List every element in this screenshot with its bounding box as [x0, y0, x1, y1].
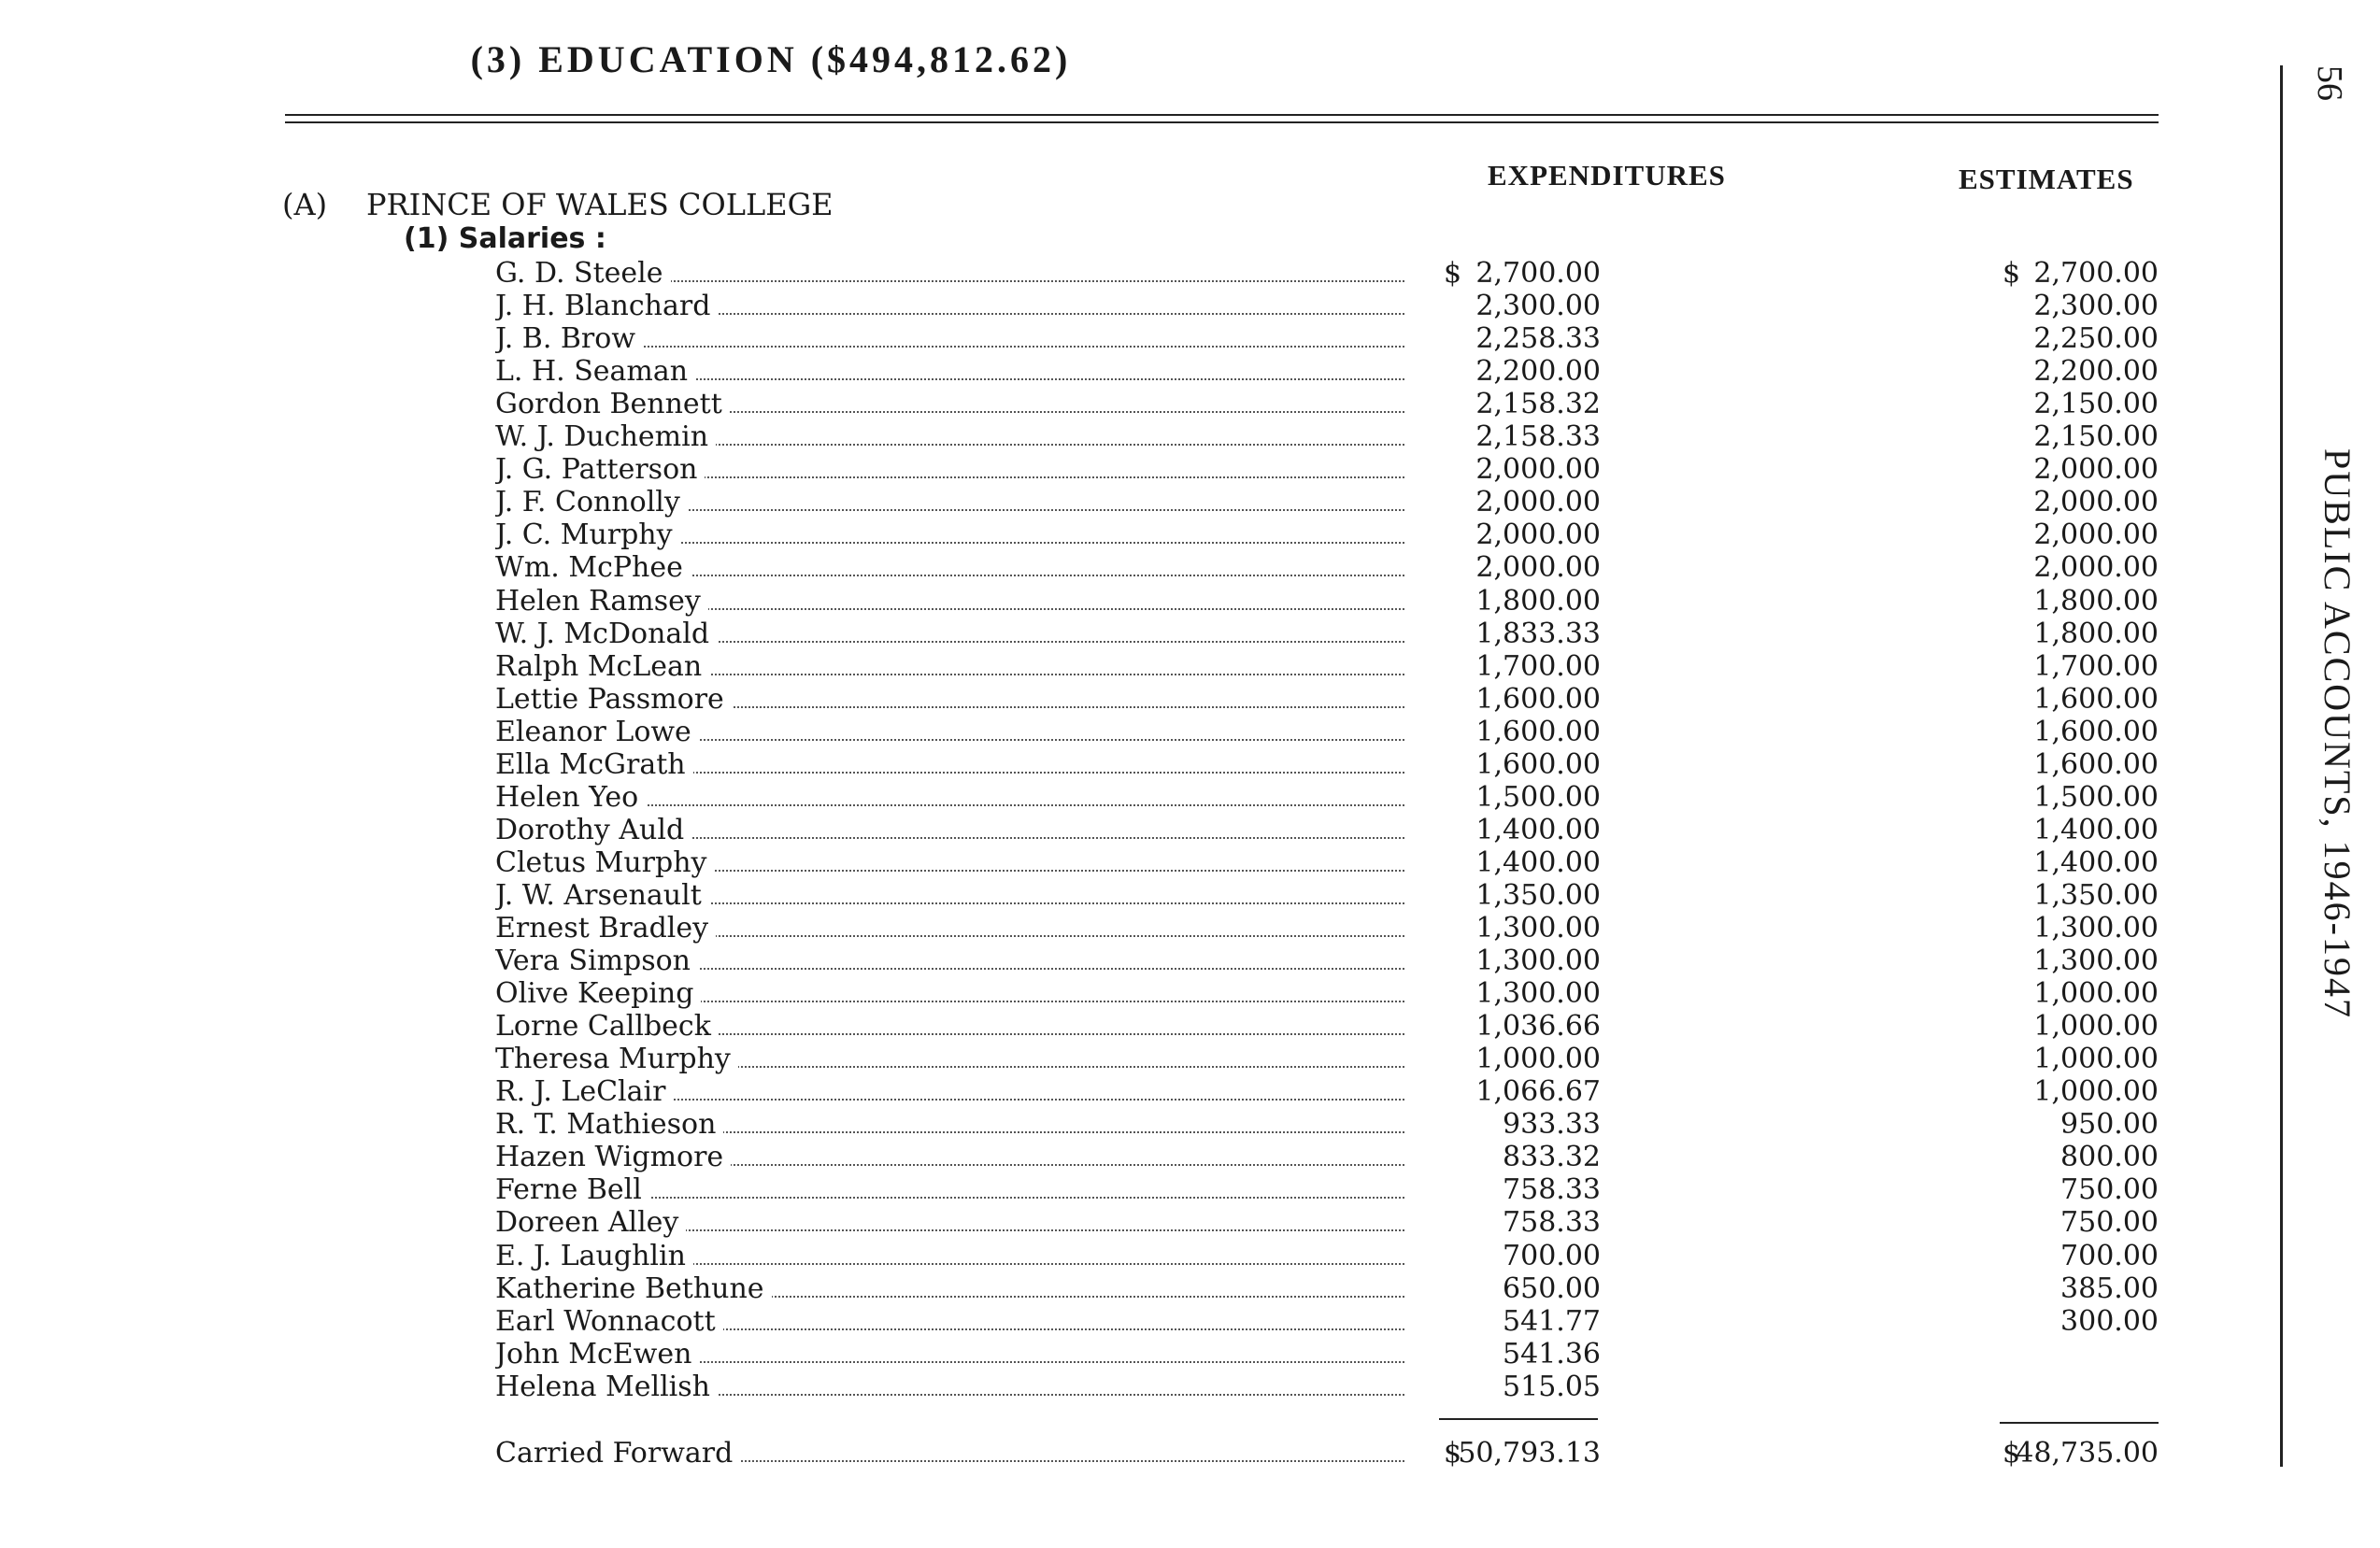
expenditure-amount: 1,800.00: [1475, 584, 1601, 618]
payee-name: J. B. Brow: [495, 322, 1404, 355]
payee-name: Katherine Bethune: [495, 1272, 1404, 1305]
estimate-amount: 1,000.00: [2033, 1043, 2159, 1076]
estimate-amount: 800.00: [2060, 1141, 2159, 1174]
expenditure-amount: 1,300.00: [1475, 944, 1601, 978]
payee-name: E. J. Laughlin: [495, 1240, 1404, 1272]
payee-name: G. D. Steele: [495, 257, 1404, 290]
expenditure-amount: 1,300.00: [1475, 977, 1601, 1011]
payee-name: Lorne Callbeck: [495, 1010, 1404, 1043]
estimate-amount: 1,400.00: [2033, 813, 2159, 846]
expenditure-amount: 515.05: [1503, 1370, 1601, 1403]
expenditure-amount: 1,500.00: [1475, 780, 1601, 814]
expenditure-amount: 2,700.00: [1475, 257, 1601, 290]
table-row: [495, 1370, 2159, 1403]
expenditure-amount: 2,000.00: [1475, 518, 1601, 552]
expenditures-column-header: EXPENDITURES: [1488, 159, 1726, 192]
section-heading: [282, 187, 834, 222]
estimate-amount: 2,200.00: [2033, 355, 2159, 389]
estimate-amount: 1,700.00: [2033, 649, 2159, 683]
table-row: [495, 618, 2159, 650]
payee-name: Helena Mellish: [495, 1370, 1404, 1403]
table-row: [495, 944, 2159, 977]
payee-name: J. C. Murphy: [495, 518, 1404, 551]
payee-name: W. J. Duchemin: [495, 420, 1404, 453]
estimate-amount: 2,150.00: [2033, 388, 2159, 421]
table-row: [495, 355, 2159, 388]
page-edge-rule: [2280, 65, 2283, 1467]
payee-name: J. W. Arsenault: [495, 879, 1404, 912]
payee-name: W. J. McDonald: [495, 618, 1404, 650]
expenditure-amount: 1,700.00: [1475, 649, 1601, 683]
estimate-amount: 1,000.00: [2033, 1010, 2159, 1044]
expenditure-amount: 650.00: [1503, 1271, 1601, 1305]
expenditure-amount: 758.33: [1503, 1173, 1601, 1207]
currency-symbol: $: [1444, 1437, 1462, 1470]
estimate-amount: 1,000.00: [2033, 1075, 2159, 1109]
table-row: [495, 1108, 2159, 1141]
table-row: [495, 650, 2159, 683]
expenditure-amount: 1,400.00: [1475, 845, 1601, 879]
payee-name: Ralph McLean: [495, 650, 1404, 683]
estimate-amount: 1,300.00: [2033, 912, 2159, 944]
estimate-amount: 1,000.00: [2033, 977, 2159, 1011]
estimate-amount: 2,000.00: [2033, 551, 2159, 585]
payee-name: Theresa Murphy: [495, 1043, 1404, 1075]
expenditure-amount: 1,300.00: [1475, 912, 1601, 944]
expenditure-amount: 1,036.66: [1475, 1010, 1601, 1044]
payee-name: Gordon Bennett: [495, 388, 1404, 420]
payee-name: Ferne Bell: [495, 1173, 1404, 1206]
page-title: (3) EDUCATION ($494,812.62): [470, 38, 1072, 80]
payee-name: R. T. Mathieson: [495, 1108, 1404, 1141]
table-row: [495, 977, 2159, 1010]
payee-name: Olive Keeping: [495, 977, 1404, 1010]
expenditure-amount: 1,833.33: [1475, 617, 1601, 650]
estimate-amount: 1,600.00: [2033, 747, 2159, 781]
payee-name: Ernest Bradley: [495, 912, 1404, 944]
expenditure-amount: 2,158.33: [1475, 420, 1601, 454]
table-row: [495, 585, 2159, 618]
table-row: [495, 748, 2159, 781]
currency-symbol: $: [1444, 257, 1462, 290]
expenditure-amount: 933.33: [1503, 1108, 1601, 1142]
expenditure-amount: 700.00: [1503, 1239, 1601, 1272]
estimate-amount: 2,250.00: [2033, 322, 2159, 356]
estimate-total: 48,735.00: [2016, 1437, 2159, 1470]
payee-name: Vera Simpson: [495, 944, 1404, 977]
expenditure-amount: 2,258.33: [1475, 322, 1601, 356]
estimate-amount: 1,500.00: [2033, 780, 2159, 814]
table-row: [495, 1305, 2159, 1338]
table-row: [495, 290, 2159, 322]
payee-name: Lettie Passmore: [495, 683, 1404, 716]
payee-name: Ella McGrath: [495, 748, 1404, 781]
table-row: [495, 1272, 2159, 1305]
estimate-amount: 2,000.00: [2033, 453, 2159, 487]
payee-name: R. J. LeClair: [495, 1075, 1404, 1108]
table-row: [495, 683, 2159, 716]
table-row: [495, 781, 2159, 814]
table-row: [495, 814, 2159, 846]
estimate-amount: 300.00: [2060, 1304, 2159, 1338]
double-rule-top: [285, 114, 2159, 116]
table-row: [495, 518, 2159, 551]
expenditure-amount: 1,600.00: [1475, 682, 1601, 716]
table-row: [495, 322, 2159, 355]
table-row: [495, 716, 2159, 748]
estimate-amount: 2,000.00: [2033, 486, 2159, 519]
table-row: [495, 1338, 2159, 1370]
expenditure-amount: 2,158.32: [1475, 388, 1601, 421]
payee-name: Dorothy Auld: [495, 814, 1404, 846]
expenditure-total: 50,793.13: [1458, 1437, 1601, 1470]
estimate-amount: 1,600.00: [2033, 682, 2159, 716]
expenditure-amount: 541.36: [1503, 1337, 1601, 1370]
expenditure-amount: 1,600.00: [1475, 747, 1601, 781]
double-rule-bottom: [285, 121, 2159, 123]
section-name: PRINCE OF WALES COLLEGE: [366, 187, 834, 222]
expenditure-amount: 2,000.00: [1475, 551, 1601, 585]
currency-symbol: $: [2002, 1437, 2021, 1470]
estimate-amount: 1,600.00: [2033, 715, 2159, 748]
expenditure-amount: 2,300.00: [1475, 290, 1601, 323]
estimate-amount: 1,350.00: [2033, 878, 2159, 912]
subsection-heading: (1) Salaries :: [404, 222, 606, 255]
table-row: [495, 1206, 2159, 1239]
estimate-amount: 950.00: [2060, 1108, 2159, 1142]
table-row: [495, 453, 2159, 486]
expenditure-amount: 541.77: [1503, 1304, 1601, 1338]
carried-forward-row: [495, 1437, 2159, 1470]
expenditure-amount: 833.32: [1503, 1141, 1601, 1174]
estimate-amount: 1,300.00: [2033, 944, 2159, 978]
payee-name: Wm. McPhee: [495, 551, 1404, 584]
page-number: 56: [2310, 65, 2349, 101]
payee-name: Doreen Alley: [495, 1206, 1404, 1239]
estimate-amount: 1,800.00: [2033, 617, 2159, 650]
side-label: PUBLIC ACCOUNTS, 1946-1947: [2316, 448, 2359, 1019]
table-row: [495, 846, 2159, 879]
estimate-amount: 2,000.00: [2033, 518, 2159, 552]
payee-name: Helen Ramsey: [495, 585, 1404, 618]
expenditure-amount: 1,350.00: [1475, 878, 1601, 912]
carried-forward-label: Carried Forward: [495, 1437, 1404, 1470]
payee-name: Earl Wonnacott: [495, 1305, 1404, 1338]
payee-name: J. F. Connolly: [495, 486, 1404, 518]
table-row: [495, 1141, 2159, 1173]
section-letter: (A): [282, 187, 328, 222]
expenditure-amount: 2,200.00: [1475, 355, 1601, 389]
payee-name: Eleanor Lowe: [495, 716, 1404, 748]
estimates-column-header: ESTIMATES: [1959, 163, 2134, 195]
estimate-amount: 1,400.00: [2033, 845, 2159, 879]
table-row: [495, 1010, 2159, 1043]
payee-name: Cletus Murphy: [495, 846, 1404, 879]
table-row: [495, 1240, 2159, 1272]
expenditure-total-rule: [1439, 1418, 1598, 1420]
table-row: [495, 1075, 2159, 1108]
table-row: [495, 912, 2159, 944]
table-row: [495, 420, 2159, 453]
estimate-amount: 385.00: [2060, 1271, 2159, 1305]
expenditure-amount: 1,600.00: [1475, 715, 1601, 748]
table-row: [495, 879, 2159, 912]
payee-name: J. H. Blanchard: [495, 290, 1404, 322]
table-row: [495, 257, 2159, 290]
expenditure-amount: 2,000.00: [1475, 453, 1601, 487]
expenditure-amount: 1,400.00: [1475, 813, 1601, 846]
estimate-amount: 750.00: [2060, 1173, 2159, 1207]
currency-symbol: $: [2002, 257, 2021, 290]
expenditure-amount: 2,000.00: [1475, 486, 1601, 519]
estimate-total-rule: [2000, 1422, 2159, 1424]
payee-name: Hazen Wigmore: [495, 1141, 1404, 1173]
expenditure-amount: 758.33: [1503, 1206, 1601, 1240]
estimate-amount: 750.00: [2060, 1206, 2159, 1240]
estimate-amount: 2,150.00: [2033, 420, 2159, 454]
payee-name: J. G. Patterson: [495, 453, 1404, 486]
estimate-amount: 2,300.00: [2033, 290, 2159, 323]
table-row: [495, 551, 2159, 584]
payee-name: John McEwen: [495, 1338, 1404, 1370]
estimate-amount: 1,800.00: [2033, 584, 2159, 618]
expenditure-amount: 1,000.00: [1475, 1043, 1601, 1076]
table-row: [495, 486, 2159, 518]
payee-name: Helen Yeo: [495, 781, 1404, 814]
table-row: [495, 388, 2159, 420]
payee-name: L. H. Seaman: [495, 355, 1404, 388]
table-row: [495, 1043, 2159, 1075]
estimate-amount: 2,700.00: [2033, 257, 2159, 290]
table-row: [495, 1173, 2159, 1206]
expenditure-amount: 1,066.67: [1475, 1075, 1601, 1109]
estimate-amount: 700.00: [2060, 1239, 2159, 1272]
